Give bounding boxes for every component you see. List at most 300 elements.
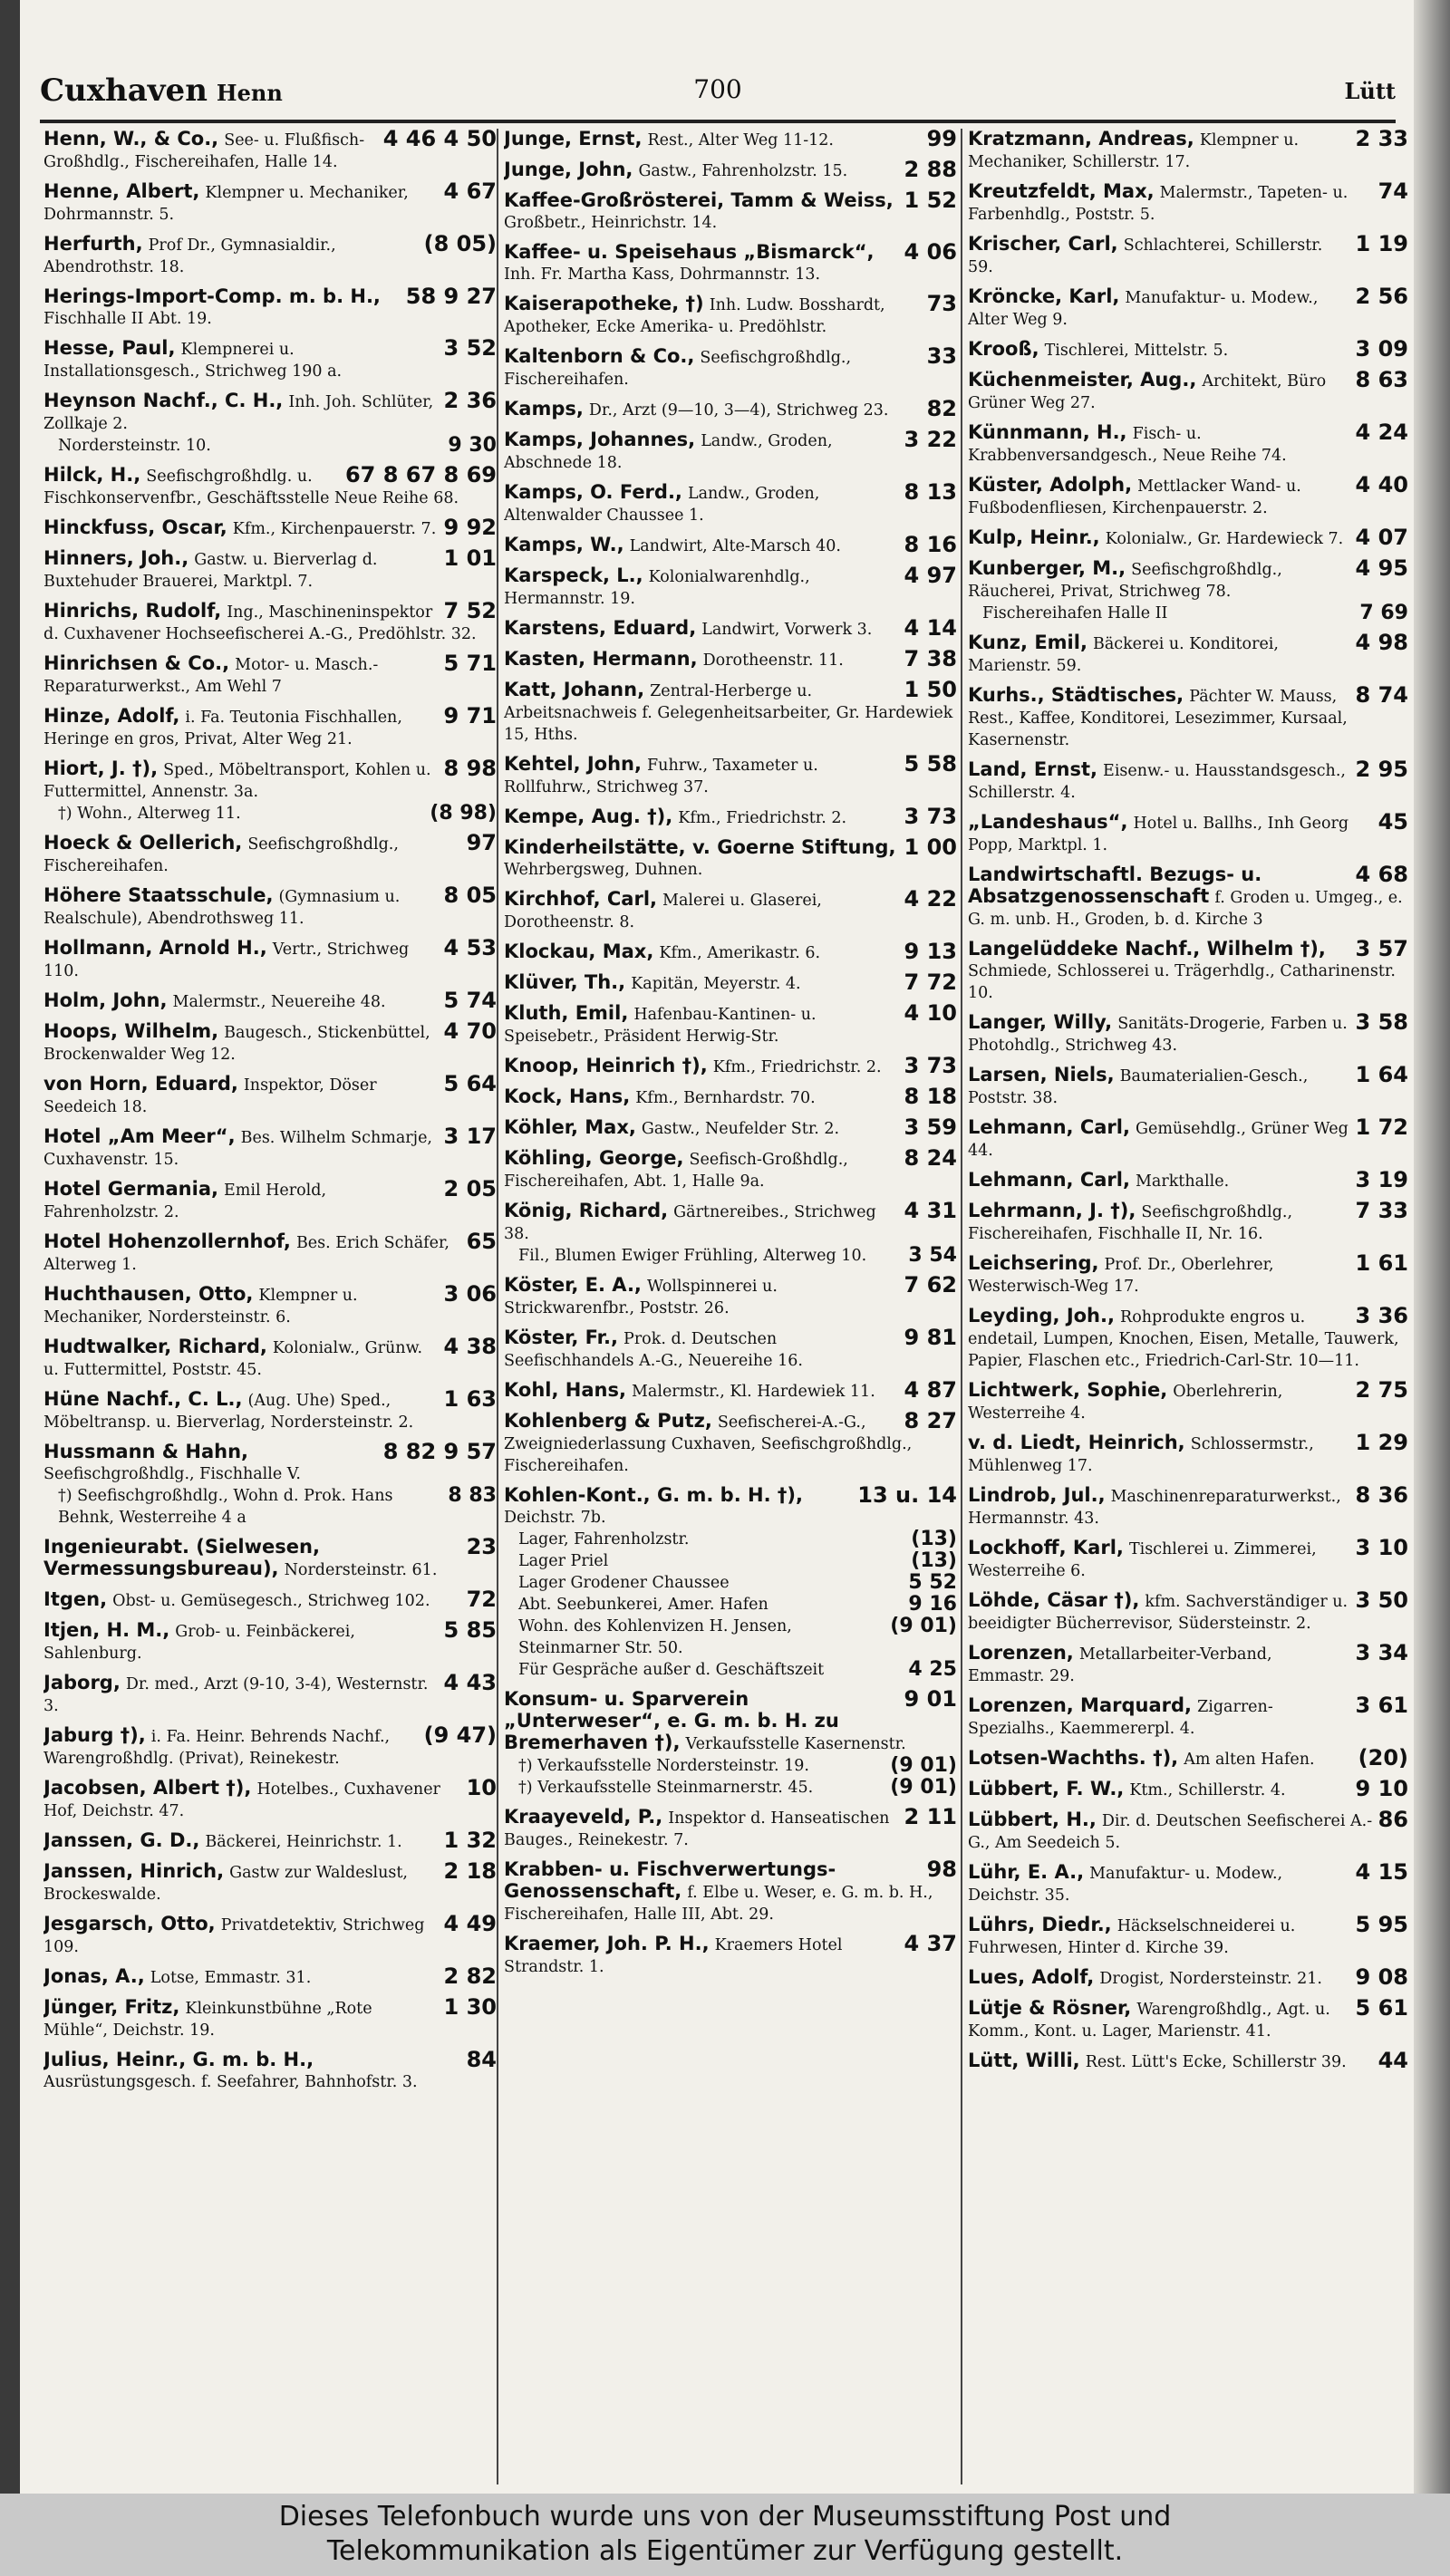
sub-listing (504, 1755, 957, 1777)
entry-detail: (Gymnasium u. Realschule), Abendrothsweg 11. (44, 888, 401, 928)
entry-detail: Metallarbeiter-Verband, Emmastr. 29. (968, 1645, 1272, 1685)
phone-number: 7 72 (904, 970, 957, 995)
directory-entry (968, 1859, 1408, 1906)
entry-name: Katt, Johann, (504, 679, 645, 700)
entry-name: Hotel Hohenzollernhof, (44, 1230, 291, 1252)
phone-number: 65 (466, 1229, 497, 1254)
entry-name: Kunberger, M., (968, 557, 1126, 579)
entry-name: Lütje & Rösner, (968, 1997, 1132, 2019)
entry-name: Kinderheilstätte, v. Goerne Stiftung, (504, 836, 896, 858)
entry-detail: Rest. Lütt's Ecke, Schillerstr 39. (1085, 2053, 1347, 2071)
phone-number: 5 61 (1355, 1995, 1408, 2021)
directory-entry (504, 1145, 957, 1192)
directory-entry (44, 1994, 497, 2041)
phone-number: 3 73 (904, 1053, 957, 1078)
entry-detail: Fischhalle II Abt. 19. (44, 310, 212, 328)
phone-number: 4 87 (904, 1377, 957, 1403)
entry-detail: Kleinkunstbühne „Rote Mühle“, Deichstr. 19. (44, 2000, 372, 2040)
directory-entry (968, 472, 1408, 519)
directory-entry (504, 1114, 957, 1140)
phone-number: 3 54 (908, 1244, 957, 1267)
sub-listing (504, 1572, 957, 1594)
entry-name: Köhling, George, (504, 1147, 684, 1169)
entry-name: Hinrichsen & Co., (44, 652, 230, 674)
phone-number: 1 52 (904, 188, 957, 213)
entry-detail: Rest., Alter Weg 11-12. (647, 131, 834, 150)
entry-detail: Klempner u. Mechaniker, Schillerstr. 17. (968, 131, 1300, 171)
directory-entry (968, 1695, 1408, 1740)
entry-detail: Maschinenreparaturwerkst., Hermannstr. 43. (968, 1488, 1341, 1528)
entry-name: Höhere Staatsschule, (44, 884, 274, 906)
directory-entry (968, 1587, 1408, 1635)
phone-number: 4 38 (443, 1334, 497, 1359)
phone-number: 97 (466, 830, 497, 855)
directory-entry (44, 935, 497, 982)
entry-name: Lues, Adolf, (968, 1966, 1095, 1988)
entry-name: Hinrichs, Rudolf, (44, 600, 222, 622)
entry-detail: Warengroßhdlg., Agt. u. Komm., Kont. u. Lager, Marienstr. 41. (968, 2001, 1330, 2041)
phone-number: 8 18 (904, 1084, 957, 1109)
entry-detail: Klempnerei u. Installationsgesch., Strichweg 190 a. (44, 341, 343, 381)
entry-name: Janssen, G. D., (44, 1829, 200, 1851)
phone-number: 45 (1378, 809, 1408, 835)
entry-name: Larsen, Niels, (968, 1064, 1115, 1085)
phone-number: 86 (1378, 1807, 1408, 1832)
directory-entry (44, 286, 497, 330)
directory-entry (504, 429, 957, 474)
phone-number: (20) (1358, 1745, 1408, 1770)
phone-number: 2 05 (443, 1176, 497, 1201)
phone-number: 3 06 (443, 1281, 497, 1307)
entry-detail: Inh. Ludw. Bosshardt, Apotheker, Ecke Amerika- u. Predöhlstr. (504, 296, 885, 336)
entry-detail: Wehrbergsweg, Duhnen. (504, 861, 703, 879)
entry-name: Herings-Import-Comp. m. b. H., (44, 285, 381, 307)
entry-name: Küster, Adolph, (968, 474, 1133, 496)
phone-number: 1 32 (443, 1828, 497, 1853)
entry-name: Kohlen-Kont., G. m. b. H. †), (504, 1484, 803, 1506)
directory-entry (968, 367, 1408, 414)
directory-entry (968, 286, 1408, 331)
sub-listing (504, 1529, 957, 1550)
directory-entry (968, 936, 1408, 1004)
entry-name: Jünger, Fritz, (44, 1996, 180, 2018)
directory-entry (968, 1535, 1408, 1582)
directory-entry (968, 1430, 1408, 1477)
phone-number: 98 (926, 1857, 957, 1882)
phone-number: 58 9 27 (405, 284, 497, 309)
directory-entry (968, 682, 1408, 751)
directory-entry (504, 1859, 957, 1925)
entry-name: Kock, Hans, (504, 1085, 631, 1107)
entry-detail: Landw., Groden, Abschnede 18. (504, 432, 833, 472)
entry-detail: Emil Herold, Fahrenholzstr. 2. (44, 1182, 327, 1221)
sub-listing-text: Lager Grodener Chaussee (518, 1574, 730, 1592)
directory-entry (504, 396, 957, 421)
entry-name: Kamps, W., (504, 534, 624, 555)
entry-detail: Seefisch-Großhdlg., Fischereihafen, Abt. 1, Halle 9a. (504, 1151, 848, 1191)
entry-name: Lehrmann, J. †), (968, 1200, 1136, 1221)
column-divider (961, 129, 962, 2484)
directory-entry (44, 1336, 497, 1381)
entry-detail: Zigarren-Spezialhs., Kaemmererpl. 4. (968, 1698, 1273, 1738)
directory-entry (44, 517, 497, 540)
phone-number: 13 u. 14 (857, 1482, 957, 1508)
entry-detail: Bes. Erich Schäfer, Alterweg 1. (44, 1234, 450, 1274)
entry-name: Henn, W., & Co., (44, 129, 219, 150)
entry-name: Hotel Germania, (44, 1178, 218, 1200)
entry-name: Leyding, Joh., (968, 1305, 1115, 1327)
directory-entry (504, 1482, 957, 1681)
entry-name: Kaffee-Großrösterei, Tamm & Weiss, (504, 189, 894, 211)
entry-name: Kohlenberg & Putz, (504, 1410, 712, 1432)
directory-entry (44, 1281, 497, 1328)
entry-name: „Landeshaus“, (968, 811, 1128, 833)
directory-entry (968, 1250, 1408, 1298)
entry-detail: Hotelbes., Cuxhavener Hof, Deichstr. 47. (44, 1780, 440, 1820)
entry-detail: Dr., Arzt (9—10, 3—4), Strichweg 23. (588, 401, 889, 420)
phone-number: 9 30 (448, 434, 497, 457)
phone-number: 3 36 (1355, 1303, 1408, 1328)
entry-name: Hiort, J. †), (44, 757, 159, 779)
directory-entry (44, 1439, 497, 1529)
sub-listing-text: Abt. Seebunkerei, Amer. Hafen (518, 1596, 768, 1614)
entry-name: Lührs, Diedr., (968, 1914, 1112, 1935)
directory-entry (968, 1198, 1408, 1245)
phone-number: 7 38 (904, 646, 957, 671)
entry-detail: Obst- u. Gemüsegesch., Strichweg 102. (112, 1592, 430, 1610)
entry-detail: Kolonialw., Gr. Hardewieck 7. (1105, 530, 1344, 548)
directory-entry (968, 1009, 1408, 1056)
phone-number: 9 16 (908, 1593, 957, 1616)
entry-name: Leichsering, (968, 1252, 1099, 1274)
entry-name: Krischer, Carl, (968, 233, 1118, 255)
entry-name: von Horn, Eduard, (44, 1073, 238, 1095)
entry-name: Kröncke, Karl, (968, 285, 1120, 307)
entry-name: Kasten, Hermann, (504, 648, 698, 670)
directory-entry (504, 1408, 957, 1477)
entry-detail: Zentral-Herberge u. Arbeitsnachweis f. Gelegenheitsarbeiter, Gr. Hardewiek 15, Hths. (504, 682, 953, 744)
entry-name: Huchthausen, Otto, (44, 1283, 254, 1305)
entry-name: Hotel „Am Meer“, (44, 1125, 236, 1147)
phone-number: 3 57 (1355, 936, 1408, 961)
phone-number: (9 47) (423, 1722, 497, 1748)
directory-entry (504, 677, 957, 746)
directory-entry (504, 1327, 957, 1372)
entry-name: Lütt, Willi, (968, 2050, 1080, 2071)
directory-entry (968, 1912, 1408, 1959)
phone-number: (9 01) (890, 1776, 957, 1799)
entry-name: Lockhoff, Karl, (968, 1537, 1124, 1558)
sub-listing-text: †) Verkaufsstelle Steinmarnerstr. 45. (518, 1779, 814, 1797)
entry-detail: Manufaktur- u. Modew., Alter Weg 9. (968, 289, 1319, 329)
page-number: 700 (693, 74, 742, 104)
directory-entry (968, 1995, 1408, 2042)
entry-detail: Fisch- u. Krabbenversandgesch., Neue Reihe 74. (968, 425, 1287, 465)
entry-detail: Bäckerei, Heinrichstr. 1. (205, 1833, 402, 1851)
entry-detail: Baugesch., Stickenbüttel, Brockenwalder Weg 12. (44, 1024, 430, 1064)
directory-entry (504, 1198, 957, 1267)
sub-listing-text: Wohn. des Kohlenvizen H. Jensen, Steinmarner Str. 50. (518, 1617, 792, 1657)
directory-entry (504, 941, 957, 964)
phone-number: 8 74 (1355, 682, 1408, 708)
entry-name: Land, Ernst, (968, 758, 1097, 780)
entry-name: Lehmann, Carl, (968, 1169, 1130, 1191)
entry-detail: Tischlerei u. Zimmerei, Westerreihe 6. (968, 1540, 1317, 1580)
directory-entry (44, 1126, 497, 1171)
header-city: Cuxhaven Henn (40, 72, 283, 109)
directory-entry (968, 527, 1408, 550)
entry-name: Küchenmeister, Aug., (968, 369, 1197, 391)
directory-entry (44, 1176, 497, 1223)
phone-number: 23 (466, 1534, 497, 1559)
directory-entry (44, 388, 497, 457)
entry-detail: Inspektor d. Hanseatischen Bauges., Reinekestr. 7. (504, 1809, 890, 1849)
entry-name: Köhler, Max, (504, 1116, 636, 1138)
entry-name: Konsum- u. Sparverein „Unterweser“, e. G. m. b. H. zu Bremerhaven †), (504, 1688, 839, 1753)
directory-entry (504, 159, 957, 182)
phone-number: 3 22 (904, 427, 957, 452)
directory-entry (44, 545, 497, 593)
phone-number: 4 97 (904, 563, 957, 588)
entry-detail: Ing., Maschineninspektor d. Cuxhavener Hochseefischerei A.-G., Predöhlstr. 32. (44, 603, 477, 643)
entry-detail: Ausrüstungsgesch. f. Seefahrer, Bahnhofstr. 3. (44, 2073, 418, 2091)
phone-number: 3 09 (1355, 336, 1408, 362)
entry-detail: Vertr., Strichweg 110. (44, 941, 410, 980)
entry-detail: Sped., Möbeltransport, Kohlen u. Futtermittel, Annenstr. 3a. (44, 761, 431, 801)
sub-listing-text: †) Verkaufsstelle Nordersteinstr. 19. (518, 1757, 809, 1775)
phone-number: 5 58 (904, 751, 957, 777)
entry-detail: Malerei u. Glaserei, Dorotheenstr. 8. (504, 892, 822, 931)
phone-number: 4 40 (1355, 472, 1408, 497)
entry-detail: Seefischgroßhdlg., Fischereihafen. (44, 835, 399, 875)
entry-name: Lehmann, Carl, (968, 1116, 1130, 1138)
sub-listing (44, 1485, 497, 1529)
directory-entry (44, 1534, 497, 1581)
entry-name: Köster, E. A., (504, 1274, 642, 1296)
sub-listing (44, 435, 497, 457)
phone-number: 8 36 (1355, 1482, 1408, 1508)
entry-name: Kaffee- u. Speisehaus „Bismarck“, (504, 241, 875, 263)
entry-detail: Seefischgroßhdlg. u. Fischkonservenfbr., Geschäftsstelle Neue Reihe 68. (44, 468, 459, 507)
phone-number: 1 01 (443, 545, 497, 571)
phone-number: 3 50 (1355, 1587, 1408, 1613)
entry-name: Lichtwerk, Sophie, (968, 1379, 1168, 1401)
phone-number: 33 (926, 343, 957, 369)
entry-name: Kreutzfeldt, Max, (968, 180, 1155, 202)
entry-detail: Landw., Groden, Altenwalder Chaussee 1. (504, 485, 820, 525)
directory-entry (968, 1809, 1408, 1854)
phone-number: 1 72 (1355, 1114, 1408, 1140)
directory-entry (968, 2050, 1408, 2073)
directory-entry (504, 646, 957, 671)
entry-name: Kamps, O. Ferd., (504, 481, 682, 503)
phone-number: 8 83 (448, 1484, 497, 1507)
entry-name: Kehtel, John, (504, 753, 642, 775)
sub-listing-text: Lager, Fahrenholzstr. (518, 1530, 690, 1548)
entry-detail: f. Groden u. Umgeg., e. G. m. unb. H., Groden, b. d. Kirche 3 (968, 889, 1403, 929)
entry-detail: Markthalle. (1135, 1172, 1230, 1191)
entry-detail: Seefischerei-A.-G., Zweigniederlassung Cuxhaven, Seefischgroßhdlg., Fischereihafen. (504, 1413, 913, 1475)
entry-detail: Malermstr., Tapeten- u. Farbenhdlg., Poststr. 5. (968, 184, 1348, 224)
entry-detail: Kraemers Hotel Strandstr. 1. (504, 1936, 843, 1976)
entry-name: Kirchhof, Carl, (504, 888, 657, 910)
directory-entry (504, 972, 957, 995)
entry-name: Hollmann, Arnold H., (44, 937, 267, 959)
phone-number: 4 70 (443, 1018, 497, 1044)
directory-entry (504, 291, 957, 338)
entry-detail: Malermstr., Neuereihe 48. (172, 993, 386, 1011)
entry-name: Langelüddeke Nachf., Wilhelm †), (968, 938, 1326, 960)
phone-number: 3 59 (904, 1114, 957, 1140)
phone-number: 5 52 (908, 1571, 957, 1594)
directory-entry (504, 1053, 957, 1078)
sub-listing-text: Lager Priel (518, 1552, 609, 1570)
directory-entry (504, 837, 957, 881)
entry-detail: Hotel u. Ballhs., Inh Georg Popp, Marktpl. 1. (968, 815, 1349, 854)
entry-name: Landwirtschaftl. Bezugs- u. Absatzgenossenschaft (968, 863, 1262, 907)
phone-number: 1 29 (1355, 1430, 1408, 1455)
entry-detail: Fuhrw., Taxameter u. Rollfuhrw., Strichweg 37. (504, 757, 818, 796)
header-first-entry: Henn (216, 80, 283, 106)
entry-name: Kempe, Aug. †), (504, 806, 673, 827)
entry-detail: Architekt, Büro Grüner Weg 27. (968, 372, 1327, 412)
phone-number: 4 37 (904, 1931, 957, 1956)
directory-entry (504, 239, 957, 285)
phone-number: 5 71 (443, 651, 497, 676)
phone-number: 3 58 (1355, 1009, 1408, 1035)
directory-column-2 (504, 129, 957, 2484)
entry-detail: Kfm., Amerikastr. 6. (659, 944, 821, 962)
entry-detail: Dr. med., Arzt (9-10, 3-4), Westernstr. 3. (44, 1675, 429, 1715)
entry-detail: Lotse, Emmastr. 31. (150, 1969, 312, 1987)
directory-entry (968, 1745, 1408, 1770)
entry-detail: Kfm., Friedrichstr. 2. (678, 809, 847, 827)
entry-name: Lotsen-Wachths. †), (968, 1747, 1179, 1769)
entry-detail: Inh. Joh. Schlüter, Zollkaje 2. (44, 393, 434, 433)
phone-number: (9 01) (890, 1754, 957, 1777)
sub-listing-text: Fischereihafen Halle II (982, 604, 1168, 622)
entry-detail: Kolonialw., Grünw. u. Futtermittel, Poststr. 45. (44, 1339, 423, 1379)
sub-listing-text: Fil., Blumen Ewiger Frühling, Alterweg 10. (518, 1247, 867, 1265)
directory-entry (504, 1000, 957, 1047)
phone-number: 4 14 (904, 615, 957, 641)
phone-number: 4 98 (1355, 630, 1408, 655)
phone-number: 8 27 (904, 1408, 957, 1433)
phone-number: 2 56 (1355, 284, 1408, 309)
directory-entry (44, 1386, 497, 1433)
directory-entry (968, 1167, 1408, 1192)
entry-detail: Seefischgroßhdlg., Fischhalle V. (44, 1465, 301, 1483)
directory-entry (504, 1686, 957, 1799)
phone-number: 8 05 (443, 883, 497, 908)
phone-number: 74 (1378, 178, 1408, 204)
entry-detail: Eisenw.- u. Hausstandsgesch., Schillerstr. 4. (968, 762, 1346, 802)
directory-entry (44, 703, 497, 750)
entry-detail: Inspektor, Döser Seedeich 18. (44, 1076, 377, 1116)
directory-entry (44, 1589, 497, 1612)
entry-name: König, Richard, (504, 1200, 669, 1221)
entry-name: Hesse, Paul, (44, 337, 176, 359)
phone-number: 72 (466, 1587, 497, 1612)
phone-number: 67 8 67 8 69 (344, 462, 497, 487)
phone-number: 1 30 (443, 1994, 497, 2020)
sub-listing (504, 1245, 957, 1267)
entry-name: Lübbert, H., (968, 1809, 1097, 1830)
directory-entry (968, 1114, 1408, 1162)
phone-number: 9 10 (1355, 1776, 1408, 1801)
phone-number: 5 64 (443, 1071, 497, 1096)
phone-number: 2 36 (443, 388, 497, 413)
directory-entry (44, 129, 497, 173)
phone-number: 3 19 (1355, 1167, 1408, 1192)
phone-number: 4 24 (1355, 420, 1408, 445)
entry-detail: Gastw., Fahrenholzstr. 15. (638, 162, 848, 180)
entry-name: Knoop, Heinrich †), (504, 1055, 708, 1076)
entry-name: Hoops, Wilhelm, (44, 1020, 219, 1042)
directory-entry (968, 1482, 1408, 1529)
entry-name: Kulp, Heinr., (968, 526, 1100, 548)
entry-name: Herfurth, (44, 233, 143, 255)
directory-entry (504, 532, 957, 557)
directory-entry (44, 830, 497, 877)
entry-detail: Kolonialwarenhdlg., Hermannstr. 19. (504, 568, 810, 608)
entry-detail: Inh. Fr. Martha Kass, Dohrmannstr. 13. (504, 265, 821, 284)
phone-number: 4 22 (904, 886, 957, 912)
entry-detail: Mettlacker Wand- u. Fußbodenfliesen, Kirchenpauerstr. 2. (968, 478, 1301, 517)
phone-number: 4 10 (904, 1000, 957, 1026)
phone-number: 4 15 (1355, 1859, 1408, 1885)
phone-number: 84 (466, 2047, 497, 2072)
directory-entry (968, 632, 1408, 677)
entry-name: Janssen, Hinrich, (44, 1860, 225, 1882)
entry-name: Krabben- u. Fischverwertungs-Genossenschaft, (504, 1858, 836, 1902)
phone-number: 3 73 (904, 804, 957, 829)
entry-name: Itgen, (44, 1588, 108, 1610)
directory-entry (968, 809, 1408, 856)
phone-number: 1 50 (904, 677, 957, 702)
directory-entry (44, 1858, 497, 1905)
phone-number: 1 19 (1355, 231, 1408, 256)
entry-name: v. d. Liedt, Heinrich, (968, 1432, 1185, 1453)
phone-number: 99 (926, 129, 957, 151)
sub-listing (968, 603, 1408, 624)
entry-name: Hussmann & Hahn, (44, 1441, 249, 1462)
directory-entry (44, 1963, 497, 1989)
directory-entry (968, 759, 1408, 804)
phone-number: 2 75 (1355, 1377, 1408, 1403)
entry-name: Hudtwalker, Richard, (44, 1336, 267, 1357)
header-rule (40, 120, 1396, 123)
entry-name: Hinze, Adolf, (44, 705, 180, 727)
directory-entry (968, 336, 1408, 362)
directory-entry (44, 231, 497, 278)
directory-entry (504, 886, 957, 933)
entry-detail: Kfm., Bernhardstr. 70. (635, 1089, 816, 1107)
directory-entry (504, 1086, 957, 1109)
entry-name: Kamps, (504, 398, 584, 420)
directory-entry (504, 1377, 957, 1403)
entry-detail: Landwirt, Vorwerk 3. (701, 621, 873, 639)
entry-detail: Baumaterialien-Gesch., Poststr. 38. (968, 1067, 1309, 1107)
phone-number: 2 33 (1355, 129, 1408, 151)
entry-detail: Schlossermstr., Mühlenweg 17. (968, 1435, 1314, 1475)
entry-detail: Prof. Dr., Oberlehrer, Westerwisch-Weg 17. (968, 1256, 1274, 1296)
column-divider (497, 129, 498, 2484)
entry-name: Junge, Ernst, (504, 129, 643, 150)
phone-number: 9 01 (904, 1686, 957, 1712)
entry-name: Kamps, Johannes, (504, 429, 696, 450)
directory-entry (44, 885, 497, 930)
